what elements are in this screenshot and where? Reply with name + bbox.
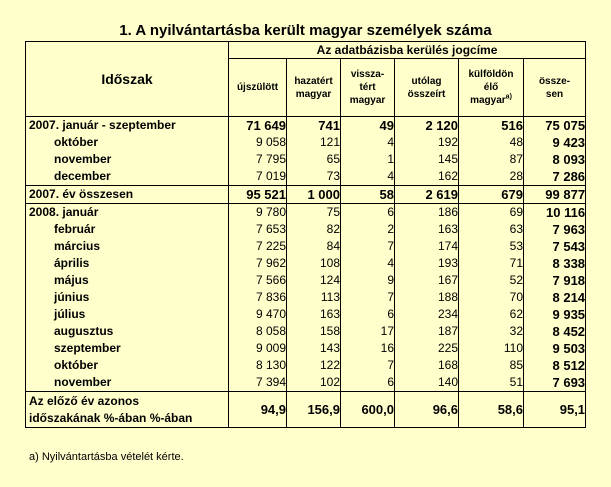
cell-newborn: 7 962 xyxy=(229,255,287,272)
cell-returned: 84 xyxy=(287,238,341,255)
cell-subsequently-registered: 168 xyxy=(395,357,459,374)
cell-newborn: 7 019 xyxy=(229,168,287,186)
cell-re-returned: 6 xyxy=(341,306,395,323)
cell-total: 7 918 xyxy=(524,272,586,289)
header-col-line: magyar xyxy=(349,95,386,106)
header-col-line: magyar xyxy=(295,88,332,100)
cell-pct-subsequently-registered: 96,6 xyxy=(395,392,459,428)
table-row xyxy=(26,323,586,340)
row-label: december xyxy=(26,168,229,186)
cell-pct-returned: 156,9 xyxy=(287,392,341,428)
cell-re-returned: 4 xyxy=(341,255,395,272)
cell-newborn: 7 566 xyxy=(229,272,287,289)
header-group: Az adatbázisba kerülés jogcíme xyxy=(229,42,586,59)
cell-re-returned: 7 xyxy=(341,238,395,255)
table-title: 1. A nyilvántartásba került magyar személyek száma xyxy=(119,22,492,39)
cell-re-returned: 7 xyxy=(341,357,395,374)
row-label: 2007. január - szeptember xyxy=(26,117,229,135)
cell-newborn: 7 394 xyxy=(229,374,287,392)
cell-returned: 1 000 xyxy=(287,186,341,204)
cell-subsequently-registered: 234 xyxy=(395,306,459,323)
table-row xyxy=(26,289,586,306)
cell-re-returned: 49 xyxy=(341,117,395,135)
table-row xyxy=(26,238,586,255)
table-row xyxy=(26,134,586,151)
cell-total: 7 286 xyxy=(524,168,586,186)
cell-abroad: 516 xyxy=(459,117,524,135)
cell-subsequently-registered: 193 xyxy=(395,255,459,272)
cell-returned: 108 xyxy=(287,255,341,272)
header-col-newborn xyxy=(229,59,287,117)
cell-returned: 73 xyxy=(287,168,341,186)
row-label: április xyxy=(26,255,229,272)
cell-total: 8 093 xyxy=(524,151,586,168)
cell-total: 8 452 xyxy=(524,323,586,340)
cell-returned: 122 xyxy=(287,357,341,374)
cell-subsequently-registered: 188 xyxy=(395,289,459,306)
table-row xyxy=(26,168,586,186)
cell-subsequently-registered: 2 619 xyxy=(395,186,459,204)
header-col-line: külföldön xyxy=(468,69,514,80)
cell-re-returned: 4 xyxy=(341,168,395,186)
cell-subsequently-registered: 186 xyxy=(395,204,459,222)
cell-newborn: 7 795 xyxy=(229,151,287,168)
cell-pct-newborn: 94,9 xyxy=(229,392,287,428)
row-label: 2007. év összesen xyxy=(26,186,229,204)
cell-returned: 124 xyxy=(287,272,341,289)
header-col-line: élő xyxy=(483,82,499,93)
cell-returned: 102 xyxy=(287,374,341,392)
cell-abroad: 71 xyxy=(459,255,524,272)
cell-subsequently-registered: 187 xyxy=(395,323,459,340)
cell-returned: 82 xyxy=(287,221,341,238)
cell-abroad: 70 xyxy=(459,289,524,306)
header-col-line: magyar xyxy=(470,95,506,106)
cell-abroad: 28 xyxy=(459,168,524,186)
row-label: február xyxy=(26,221,229,238)
header-col-line: vissza- xyxy=(350,69,385,80)
table-row xyxy=(26,186,586,204)
cell-re-returned: 16 xyxy=(341,340,395,357)
cell-returned: 143 xyxy=(287,340,341,357)
footnote-marker: a) xyxy=(505,93,512,101)
table-row xyxy=(26,374,586,392)
cell-total: 9 935 xyxy=(524,306,586,323)
cell-re-returned: 17 xyxy=(341,323,395,340)
cell-abroad: 52 xyxy=(459,272,524,289)
cell-abroad: 679 xyxy=(459,186,524,204)
cell-total: 7 543 xyxy=(524,238,586,255)
cell-newborn: 7 653 xyxy=(229,221,287,238)
table-row xyxy=(26,272,586,289)
cell-pct-re-returned: 600,0 xyxy=(341,392,395,428)
header-col-subsequently-registered xyxy=(395,59,459,117)
cell-returned: 75 xyxy=(287,204,341,222)
cell-re-returned: 6 xyxy=(341,204,395,222)
table-row xyxy=(26,255,586,272)
cell-abroad: 110 xyxy=(459,340,524,357)
cell-total: 99 877 xyxy=(524,186,586,204)
cell-total: 9 503 xyxy=(524,340,586,357)
cell-re-returned: 2 xyxy=(341,221,395,238)
footnote: a) Nyilvántartásba vételét kérte. xyxy=(29,451,184,463)
cell-newborn: 71 649 xyxy=(229,117,287,135)
header-col-line: tért xyxy=(359,82,376,93)
cell-subsequently-registered: 174 xyxy=(395,238,459,255)
row-label: augusztus xyxy=(26,323,229,340)
cell-returned: 741 xyxy=(287,117,341,135)
cell-total: 8 338 xyxy=(524,255,586,272)
cell-newborn: 7 225 xyxy=(229,238,287,255)
cell-abroad: 85 xyxy=(459,357,524,374)
cell-subsequently-registered: 145 xyxy=(395,151,459,168)
cell-subsequently-registered: 225 xyxy=(395,340,459,357)
cell-subsequently-registered: 140 xyxy=(395,374,459,392)
table-row xyxy=(26,151,586,168)
cell-total: 7 693 xyxy=(524,374,586,392)
table-row-percent xyxy=(26,392,586,428)
table-row xyxy=(26,117,586,135)
row-label: március xyxy=(26,238,229,255)
header-col-line: hazatért xyxy=(294,75,333,87)
cell-abroad: 69 xyxy=(459,204,524,222)
row-label: október xyxy=(26,357,229,374)
cell-total: 10 116 xyxy=(524,204,586,222)
row-label: 2008. január xyxy=(26,204,229,222)
row-label: július xyxy=(26,306,229,323)
cell-newborn: 8 130 xyxy=(229,357,287,374)
cell-returned: 163 xyxy=(287,306,341,323)
row-label xyxy=(26,392,229,428)
row-label: május xyxy=(26,272,229,289)
cell-newborn: 9 780 xyxy=(229,204,287,222)
cell-returned: 65 xyxy=(287,151,341,168)
row-label: november xyxy=(26,374,229,392)
cell-re-returned: 58 xyxy=(341,186,395,204)
cell-subsequently-registered: 2 120 xyxy=(395,117,459,135)
cell-abroad: 62 xyxy=(459,306,524,323)
cell-subsequently-registered: 167 xyxy=(395,272,459,289)
cell-returned: 113 xyxy=(287,289,341,306)
cell-total: 8 214 xyxy=(524,289,586,306)
cell-pct-abroad: 58,6 xyxy=(459,392,524,428)
cell-newborn: 9 009 xyxy=(229,340,287,357)
row-label: szeptember xyxy=(26,340,229,357)
cell-total: 9 423 xyxy=(524,134,586,151)
cell-returned: 158 xyxy=(287,323,341,340)
cell-newborn: 9 058 xyxy=(229,134,287,151)
cell-abroad: 51 xyxy=(459,374,524,392)
table-row xyxy=(26,306,586,323)
header-col-line: újszülött xyxy=(236,82,279,93)
header-col-re-returned xyxy=(341,59,395,117)
cell-returned: 121 xyxy=(287,134,341,151)
cell-abroad: 32 xyxy=(459,323,524,340)
table-row xyxy=(26,204,586,222)
row-label-line: Az előző év azonos xyxy=(29,393,140,408)
header-col-abroad xyxy=(459,59,524,117)
cell-subsequently-registered: 192 xyxy=(395,134,459,151)
cell-subsequently-registered: 162 xyxy=(395,168,459,186)
cell-subsequently-registered: 163 xyxy=(395,221,459,238)
cell-abroad: 63 xyxy=(459,221,524,238)
cell-total: 7 963 xyxy=(524,221,586,238)
header-col-line: össze- xyxy=(538,75,571,87)
row-label: november xyxy=(26,151,229,168)
header-col-line: összeírt xyxy=(407,88,446,100)
cell-re-returned: 6 xyxy=(341,374,395,392)
cell-total: 8 512 xyxy=(524,357,586,374)
cell-re-returned: 4 xyxy=(341,134,395,151)
row-label-line: időszakának %-ában %-ában xyxy=(29,410,193,425)
cell-total: 75 075 xyxy=(524,117,586,135)
cell-re-returned: 9 xyxy=(341,272,395,289)
table-row xyxy=(26,357,586,374)
cell-re-returned: 1 xyxy=(341,151,395,168)
header-col-line: sen xyxy=(545,88,564,100)
cell-newborn: 7 836 xyxy=(229,289,287,306)
cell-re-returned: 7 xyxy=(341,289,395,306)
cell-abroad: 53 xyxy=(459,238,524,255)
table-row xyxy=(26,340,586,357)
header-col-returned xyxy=(287,59,341,117)
cell-newborn: 9 470 xyxy=(229,306,287,323)
header-period: Időszak xyxy=(26,42,229,117)
row-label: október xyxy=(26,134,229,151)
statistics-table xyxy=(25,41,586,428)
cell-newborn: 8 058 xyxy=(229,323,287,340)
header-col-line: utólag xyxy=(411,75,442,87)
header-col-total xyxy=(524,59,586,117)
row-label: június xyxy=(26,289,229,306)
cell-abroad: 87 xyxy=(459,151,524,168)
cell-abroad: 48 xyxy=(459,134,524,151)
table-row xyxy=(26,221,586,238)
cell-newborn: 95 521 xyxy=(229,186,287,204)
cell-pct-total: 95,1 xyxy=(524,392,586,428)
